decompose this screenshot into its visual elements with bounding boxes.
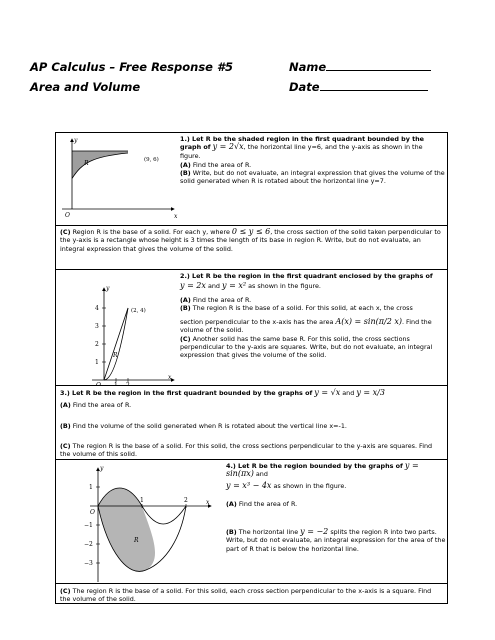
q2-part-a: (A) Find the area of R. — [180, 295, 252, 304]
q4-origin-label: O — [90, 509, 95, 516]
q2-ytick-1: 1 — [95, 359, 99, 366]
page-subtitle: Area and Volume — [30, 80, 141, 94]
worksheet — [55, 132, 448, 604]
q2-text — [180, 272, 445, 360]
name-label: Name — [289, 60, 327, 74]
q2-ytick-2: 2 — [95, 341, 99, 348]
q4-block — [56, 459, 447, 584]
q3-eq-b: y = x/3 — [356, 388, 385, 397]
q1-part-a: (A) Find the area of R. — [180, 160, 252, 169]
q2-xtick-1: 1 — [114, 382, 118, 386]
q4-region-label: R — [134, 537, 139, 544]
q1-part-c: (C) Region R is the base of a solid. For each y, where 0 ≤ y ≤ 6, the cross section of the solid taken perpendicular to the y-axis is a rectangle whose height is 3 times the length of its base in region R. Write, but do not evaluate, an integral expression that gives the volume of the solid. — [56, 226, 447, 270]
q4-figure — [56, 460, 216, 585]
q1-figure — [56, 133, 178, 226]
q4-intro-eq-b: y = x³ − 4x as shown in the figure. — [226, 480, 347, 490]
q4-line-eq: y = −2 — [300, 527, 329, 537]
q2-x-ticks — [114, 378, 130, 386]
q1-point-label: (9, 6) — [144, 157, 159, 163]
date-blank — [320, 80, 428, 91]
q4-eq-a: y = sin(πx) — [226, 461, 419, 479]
q4-text — [226, 462, 446, 553]
q2-y-label: y — [106, 285, 110, 292]
date-label: Date — [289, 80, 320, 94]
q2-area-eq: A(x) = sin(π/2 x) — [335, 317, 402, 327]
q3-part-b: (B) Find the volume of the solid generated when R is rotated about the vertical line x=-1. — [60, 421, 347, 430]
q1-c-inequality: 0 ≤ y ≤ 6 — [231, 227, 271, 236]
q4-ytick-1: 1 — [89, 484, 93, 491]
q2-part-b: (B) The region R is the base of a solid. For this solid, at each x, the cross section perpendicular to the x-axis has the area A(x) = sin(π/2 x). Find the volume of the solid. — [180, 303, 432, 335]
q4-ytick-neg1: −1 — [84, 522, 93, 529]
q3-eq-a: y = √x — [314, 388, 341, 397]
q4-part-a: (A) Find the area of R. — [226, 499, 298, 508]
q2-line — [104, 308, 128, 380]
q1-region-label: R — [84, 160, 89, 167]
q2-eq-a: y = 2x — [180, 281, 206, 291]
q4-part-c: (C) The region R is the base of a solid. For this solid, each cross section perpendicular to the x-axis is a square. Find the volume of the solid. — [60, 587, 432, 604]
q2-intro-eqs: y = 2x and y = x² as shown in the figure. — [180, 281, 321, 291]
q2-origin-label: O — [96, 382, 101, 386]
q4-shaded-region — [98, 488, 155, 571]
q1-shaded-region — [72, 151, 128, 179]
q1-eq: y = 2√x — [212, 142, 244, 152]
name-blank — [326, 60, 431, 71]
name-field — [289, 60, 431, 74]
date-field — [289, 80, 428, 94]
q4-ytick-neg2: −2 — [84, 541, 93, 548]
q2-figure — [56, 270, 178, 386]
q4-xtick-1: 1 — [140, 497, 144, 504]
q2-eq-b: y = x² — [222, 281, 247, 291]
q2-x-label: x — [168, 374, 172, 381]
q2-region-label: R — [113, 352, 118, 359]
q2-ytick-4: 4 — [95, 305, 99, 312]
q3-block — [56, 389, 447, 458]
q2-point-label: (2, 4) — [131, 308, 146, 314]
q1-block — [56, 133, 447, 226]
q3-intro: 3.) Let R be the region in the first quadrant bounded by the graphs of y = √x and y = x/3 — [60, 388, 385, 397]
q1-text — [180, 135, 445, 186]
q4-intro: 4.) Let R be the region bounded by the graphs of y = sin(πx) and — [226, 461, 419, 479]
q4-x-label: x — [206, 499, 210, 506]
q2-xtick-2: 2 — [126, 382, 130, 386]
q1-part-b: (B) Write, but do not evaluate, an integral expression that gives the volume of the solid generated when R is rotated about the horizontal line y=7. — [180, 169, 445, 186]
q1-intro: 1.) Let R be the shaded region in the first quadrant bounded by the graph of y = 2√x, the horizontal line y=6, and the y-axis as shown in the figure. — [180, 135, 425, 160]
q1-origin-label: O — [65, 212, 70, 219]
q4-ytick-neg3: −3 — [84, 560, 93, 567]
q3-part-a: (A) Find the area of R. — [60, 401, 132, 410]
q3-part-c: (C) The region R is the base of a solid. For this solid, the cross sections perpendicular to the y-axis are squares. Find the volume of this solid. — [60, 441, 433, 459]
q1-y-label: y — [74, 137, 78, 144]
page-title: AP Calculus – Free Response #5 — [30, 60, 233, 74]
q4-y-label: y — [100, 465, 104, 472]
q2-ytick-3: 3 — [95, 323, 99, 330]
q4-xtick-2: 2 — [184, 497, 188, 504]
q2-intro: 2.) Let R be the region in the first quadrant enclosed by the graphs of — [180, 272, 433, 280]
q2-part-c: (C) Another solid has the same base R. For this solid, the cross sections perpendicular to the y-axis are squares. Write, but do not evaluate, an integral expression that gives the volume of the solid. — [180, 334, 433, 360]
q4-eq-b: y = x³ − 4x — [226, 480, 272, 490]
q4-part-b: (B) The horizontal line y = −2 splits the region R into two parts. Write, but do not evaluate, an integral expression for the area of the part of R that is below the horizontal line. — [226, 527, 446, 553]
q1-x-label: x — [174, 213, 178, 220]
q2-block — [56, 270, 447, 386]
